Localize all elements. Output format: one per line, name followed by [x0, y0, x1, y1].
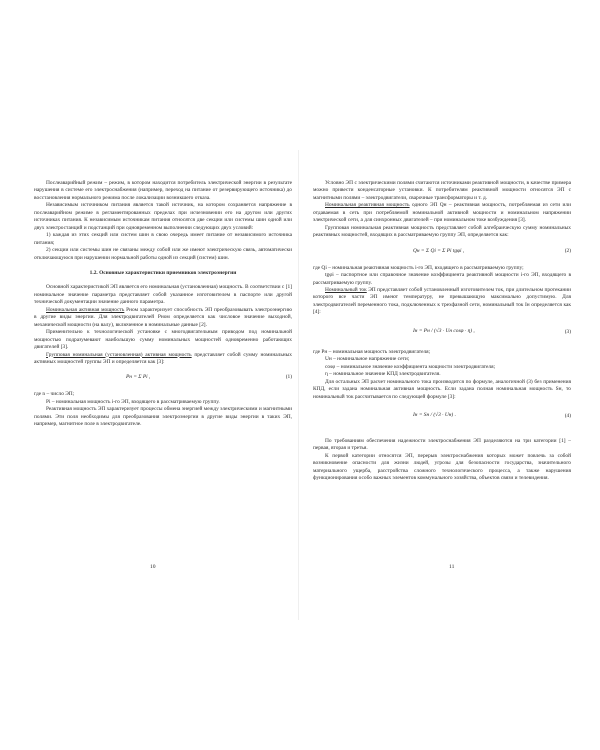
formula-3 — [313, 322, 571, 344]
formula-expression: Iн = Pн / (√3 · Uн cosφ · η) , — [413, 327, 475, 334]
paragraph: tgφi – паспортное или справочное значение коэффициента реактивной мощности i-го ЭП, входящего в рассматриваемую группу. — [313, 272, 571, 286]
paragraph: Условно ЭП с электрическими полями считаются источниками реактивной мощности, в качестве примера можно привести конденсаторные установки. К потребителям реактивной мощности относятся ЭП с магнитными полями – электродвигатели, сварочные трансформаторы и т. д. — [313, 180, 571, 201]
formula-1 — [34, 371, 292, 386]
formula-number: (4) — [564, 412, 571, 419]
list-item: 1) каждая из этих секций или систем шин в свою очередь имеет питание от независимого источника питания; — [34, 232, 292, 246]
paragraph: Независимым источником питания является такой источник, на котором сохраняется напряжение в послеаварийном режиме в регламентированных пределах при исчезновении его на другом или других источниках питания. К независимым источникам питания относятся две секции или системы шин одной или двух электростанций и подстанций при одновременном выполнении следующих двух условий: — [34, 202, 292, 231]
paragraph — [313, 287, 571, 317]
paragraph — [34, 307, 292, 329]
page-gutter — [298, 150, 299, 620]
paragraph-text: представляет собой сумму номинальных активных мощностей группы ЭП и определяется как [3]: — [34, 351, 292, 365]
paragraph: Групповая номинальная реактивная мощность представляет собой алгебраическую сумму номинальных реактивных мощностей, входящих в рассматриваемую группу ЭП, определяется как: — [313, 224, 571, 239]
paragraph: η – номинальное значение КПД электродвигателя. — [325, 371, 441, 378]
paragraph: Реактивная мощность ЭП характеризует процессы обмена энергией между электрическими и магнитными полями. Эти поля необходимы для преобразования электроэнергии в другие виды энергии в таких ЭП, например, магнитное поле в электродвигателе. — [34, 406, 292, 428]
defined-term: Групповая номинальная (установленная) активная мощность — [46, 351, 192, 358]
paragraph: К первой категории относятся ЭП, перерыв электроснабжения которых может повлечь за собой возникновение опасности для жизни людей, угрозы для безопасности государства, значительного материального ущерба, расстройства сложного технологического процесса, а также нарушения функционирования особо важных элементов коммунального хозяйства, объектов связи и телевидения. — [313, 452, 571, 482]
paragraph: По требованиям обеспечения надежности электроснабжения ЭП разделяются на три категории [1] – первая, вторая и третья. — [313, 437, 571, 452]
formula-2 — [313, 245, 571, 260]
defined-term: Номинальная активная мощность — [46, 306, 125, 313]
paragraph — [313, 202, 571, 224]
formula-number: (3) — [564, 328, 571, 335]
paragraph: Pi – номинальная мощность i-го ЭП, входящего в рассматриваемую группу. — [46, 398, 220, 405]
paragraph: Для остальных ЭП расчет номинального тока производится по формуле, аналогичной (3) без применения КПД, если задана номинальная активная мощность. Если задана полная номинальная мощность Sн, то номинальный ток рассчитывается по следующей формуле [3]: — [313, 378, 571, 400]
page-number-left: 10 — [150, 564, 156, 570]
paragraph: cosφ – номинальное значение коэффициента мощности электродвигателя; — [325, 363, 496, 370]
paragraph: Применительно к технологической установке с многодвигательным приводом под номинальной мощностью подразумевают наибольшую сумму номинальных мощностей одновременно работающих двигателей [3]. — [34, 329, 292, 351]
paragraph: где Qi – номинальная реактивная мощность i-го ЭП, входящего в рассматриваемую группу; — [313, 264, 524, 271]
formula-number: (2) — [564, 247, 571, 254]
right-page — [313, 180, 571, 483]
paragraph: где Pн – номинальная мощность электродвигателя; — [313, 348, 431, 355]
paragraph-text: ЭП представляет собой установленный изготовителем ток, при длительном протекании которого все части ЭП имеют температуру, не превышающую максимально допустимую. Для электродвигателей переменного тока, подключенных к трехфазной сети, номинальный ток Iн определяется как [4]: — [313, 286, 572, 316]
paragraph: где n – число ЭП; — [34, 391, 75, 398]
formula-expression: Iн = Sн / (√3 · Uн) . — [413, 411, 456, 418]
formula-4 — [313, 406, 571, 428]
defined-term: Номинальная реактивная мощность — [325, 202, 410, 209]
paragraph-text: Pном характеризует способность ЭП преобразовывать электроэнергию в другие виды энергии. Для электродвигателей Pном определяется как числовое значение выходной, механической мощности (на валу), включенное в номинальные данные [2]. — [34, 306, 292, 328]
section-heading: 1.2. Основные характеристики приемников электроэнергии — [89, 269, 237, 276]
paragraph: Послеаварийный режим – режим, в котором находится потребитель электрической энергии в результате нарушения в системе его электроснабжения (например, переход на питание от резервирующего источника) до восстановления нормального режима после локализации возникшего отказа. — [34, 180, 292, 201]
formula-expression: Pн = Σ Pi , — [126, 374, 151, 381]
formula-number: (1) — [285, 374, 292, 381]
paragraph — [34, 352, 292, 367]
page-number-right: 11 — [449, 564, 455, 570]
defined-term: Номинальный ток — [325, 286, 367, 293]
list-item: 2) секции или системы шин не связаны между собой или же имеют электрическую связь, автоматически отключающуюся при нарушении нормальной работы одной из секций (систем) шин. — [34, 247, 292, 261]
paragraph-text: одного ЭП Qн – реактивная мощность, потребляемая из сети или отдаваемая в сеть при потребляемой номинальной активной мощности и номинальном напряжении электрической сети, а для синхронных двигателей – при номинальном токе возбуждения [3]. — [313, 202, 571, 224]
left-page — [34, 180, 292, 429]
formula-expression: Qн = Σ Qi = Σ Pi tgφi , — [413, 247, 465, 254]
paragraph: Uн – номинальное напряжение сети; — [325, 356, 410, 363]
paragraph: Основной характеристикой ЭП является его номинальная (установленная) мощность. В соответствии с [1] номинальное значение параметра представляет собой указанное изготовителем в паспорте или другой технической документации значение данного параметра. — [34, 284, 292, 306]
